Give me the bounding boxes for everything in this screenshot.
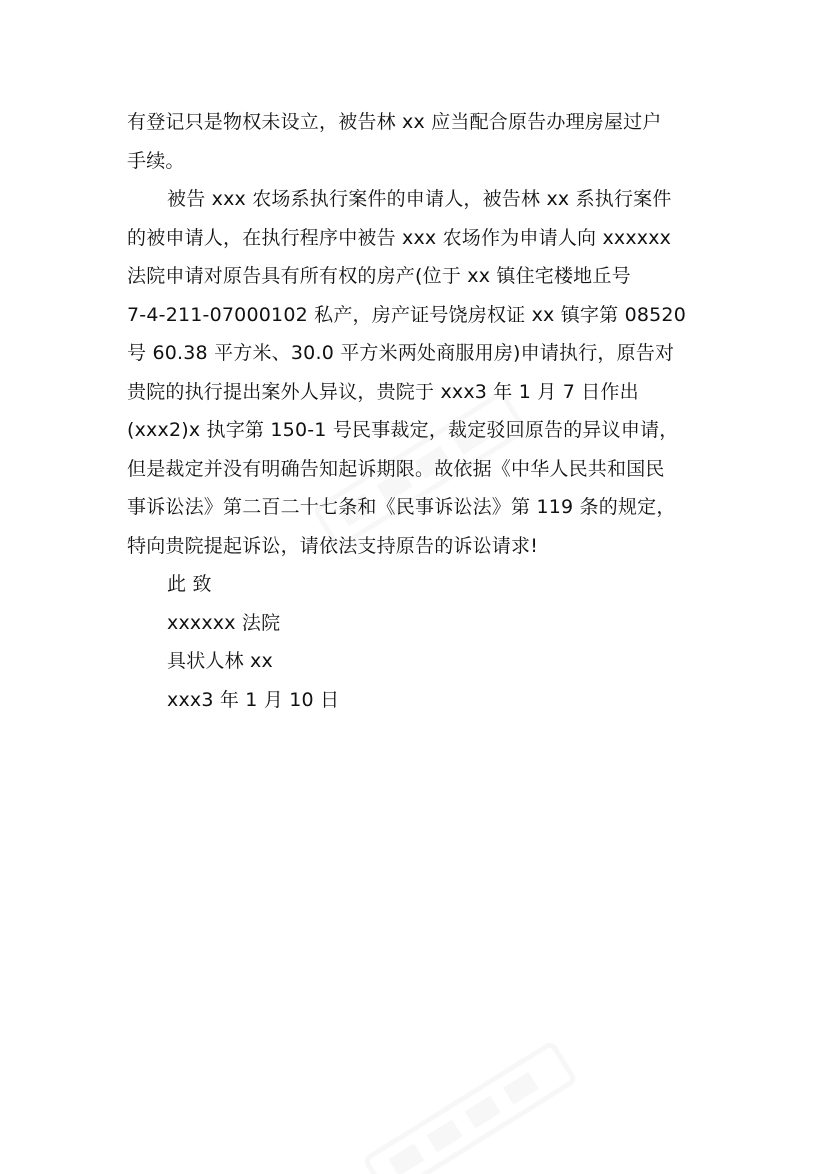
text-line: 特向贵院提起诉讼，请依法支持原告的诉讼请求! <box>127 534 539 557</box>
text-line: 但是裁定并没有明确告知起诉期限。故依据《中华人民共和国民 <box>127 457 665 480</box>
text-line: (xxx2)x 执字第 150-1 号民事裁定，裁定驳回原告的异议申请， <box>127 419 679 441</box>
text-line: 的被申请人，在执行程序中被告 xxx 农场作为申请人向 xxxxxx <box>127 226 672 249</box>
closing-block <box>127 565 717 719</box>
text-line: 手续。 <box>127 149 185 172</box>
text-line: 7-4-211-07000102 私产，房产证号饶房权证 xx 镇字第 08520 <box>127 303 687 326</box>
text-line: 有登记只是物权未设立，被告林 xx 应当配合原告办理房屋过户 <box>127 111 662 133</box>
text-line: 贵院的执行提出案外人异议，贵院于 xxx3 年 1 月 7 日作出 <box>127 380 639 403</box>
paragraph-continuation <box>127 103 717 180</box>
court-name: xxxxxx 法院 <box>167 611 281 634</box>
text-line: 被告 xxx 农场系执行案件的申请人，被告林 xx 系执行案件 <box>167 188 672 210</box>
text-line: 法院申请对原告具有所有权的房产(位于 xx 镇住宅楼地丘号 <box>127 265 631 287</box>
plaintiff-signature: 具状人林 xx <box>167 650 273 672</box>
text-line: 号 60.38 平方米、30.0 平方米两处商服用房)申请执行，原告对 <box>127 342 675 364</box>
paragraph-main <box>127 180 717 565</box>
document-body <box>127 103 717 719</box>
salutation: 此 致 <box>167 573 212 595</box>
text-line: 事诉讼法》第二百二十七条和《民事诉讼法》第 119 条的规定， <box>127 496 676 518</box>
document-date: xxx3 年 1 月 10 日 <box>167 688 340 711</box>
